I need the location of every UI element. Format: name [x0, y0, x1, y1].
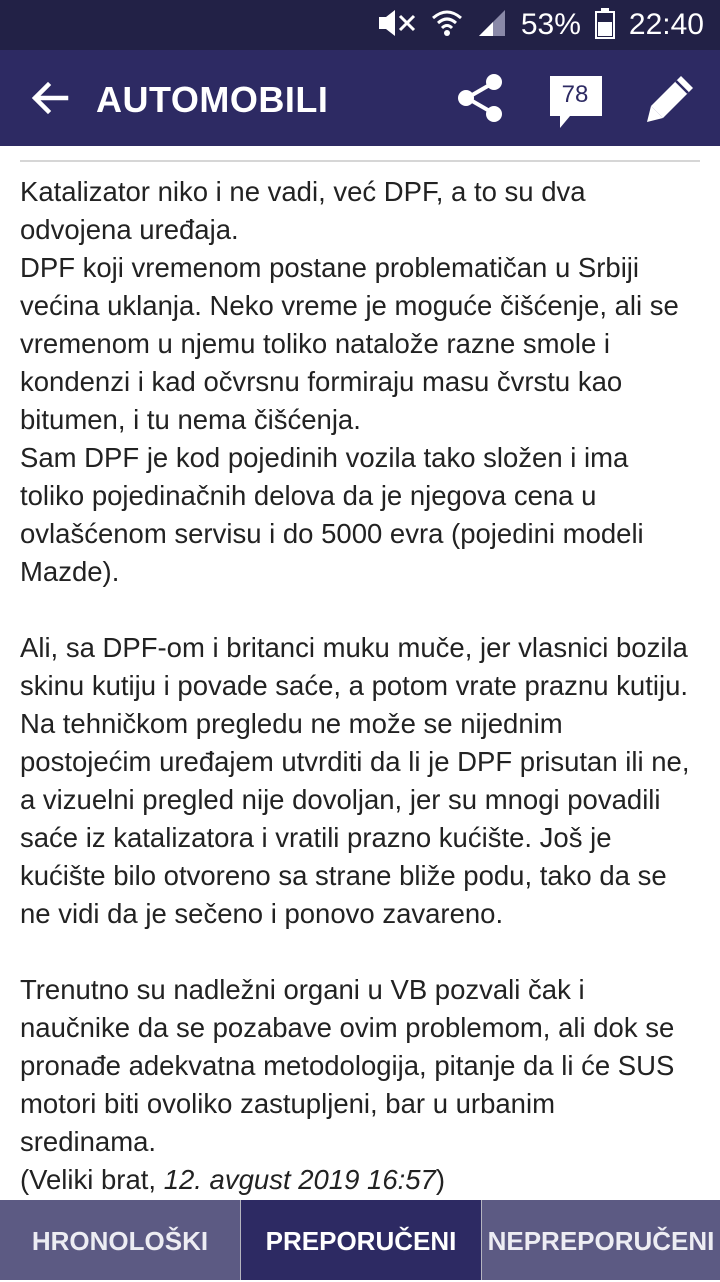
back-button[interactable]: [26, 74, 74, 122]
comment-author: Veliki brat: [29, 1164, 149, 1195]
share-icon: [454, 72, 506, 124]
battery-percent: 53%: [520, 8, 581, 41]
wifi-icon: [431, 8, 463, 43]
pencil-icon: [645, 72, 697, 124]
status-indicators: [377, 0, 704, 50]
signal-icon: [477, 8, 507, 43]
comment-paragraph: Katalizator niko i ne vadi, već DPF, a to su dva odvojena uređaja. DPF koji vremenom postane problematičan u Srbiji većina uklanja. Neko vreme je moguće čišćenje, ali se vremenom u njemu toliko natalože razne smole i kondenzi i kad očvrsnu formiraju masu čvrstu kao bitumen, i tu nema čišćenja. Sam DPF je kod pojedinih vozila tako složen i ima toliko pojedinačnih delova da je njegova cena u ovlašćenom servisu i do 5000 evra (pojedini modeli Mazde).: [20, 176, 679, 587]
tab-recommended[interactable]: PREPORUČENI: [241, 1200, 481, 1280]
battery-icon: [595, 7, 615, 44]
sort-tab-bar: [0, 1200, 720, 1280]
comment-count: 78: [561, 81, 589, 108]
comment-date: 12. avgust 2019 16:57: [163, 1164, 436, 1195]
comments-button[interactable]: [548, 74, 604, 130]
signature-open: (: [20, 1164, 30, 1195]
share-button[interactable]: [454, 72, 506, 124]
tab-chronological[interactable]: HRONOLOŠKI: [0, 1200, 240, 1280]
page-title: AUTOMOBILI: [96, 79, 329, 120]
status-bar: [0, 0, 720, 50]
signature-separator: ,: [148, 1164, 164, 1195]
comment-paragraph: Trenutno su nadležni organi u VB pozvali čak i naučnike da se pozabave ovim problemom, ali dok se pronađe adekvatna metodologija, pitanje da li će SUS motori biti ovoliko zastupljeni, bar u urbanim sredinama.: [20, 974, 675, 1157]
paragraph-gap: [20, 933, 710, 971]
back-arrow-icon: [26, 74, 74, 122]
edit-button[interactable]: [645, 72, 697, 124]
tab-not-recommended[interactable]: NEPREPORUČENI: [482, 1200, 720, 1280]
divider: [20, 160, 700, 162]
paragraph-gap: [20, 591, 710, 629]
app-bar: [0, 50, 720, 146]
mute-icon: [377, 7, 417, 44]
comment-body: [20, 173, 710, 1199]
comment-signature: [20, 1161, 710, 1199]
comment-paragraph: Ali, sa DPF-om i britanci muku muče, jer vlasnici bozila skinu kutiju i povade saće, a potom vrate praznu kutiju. Na tehničkom pregledu ne može se nijednim postojećim uređajem utvrditi da li je DPF prisutan ili ne, a vizuelni pregled nije dovoljan, jer su mnogi povadili saće iz katalizatora i vratili prazno kućište. Još je kućište bilo otvoreno sa strane bliže podu, tako da se ne vidi da je sečeno i ponovo zavareno.: [20, 632, 690, 929]
signature-close: ): [435, 1164, 446, 1195]
clock: 22:40: [628, 8, 704, 41]
